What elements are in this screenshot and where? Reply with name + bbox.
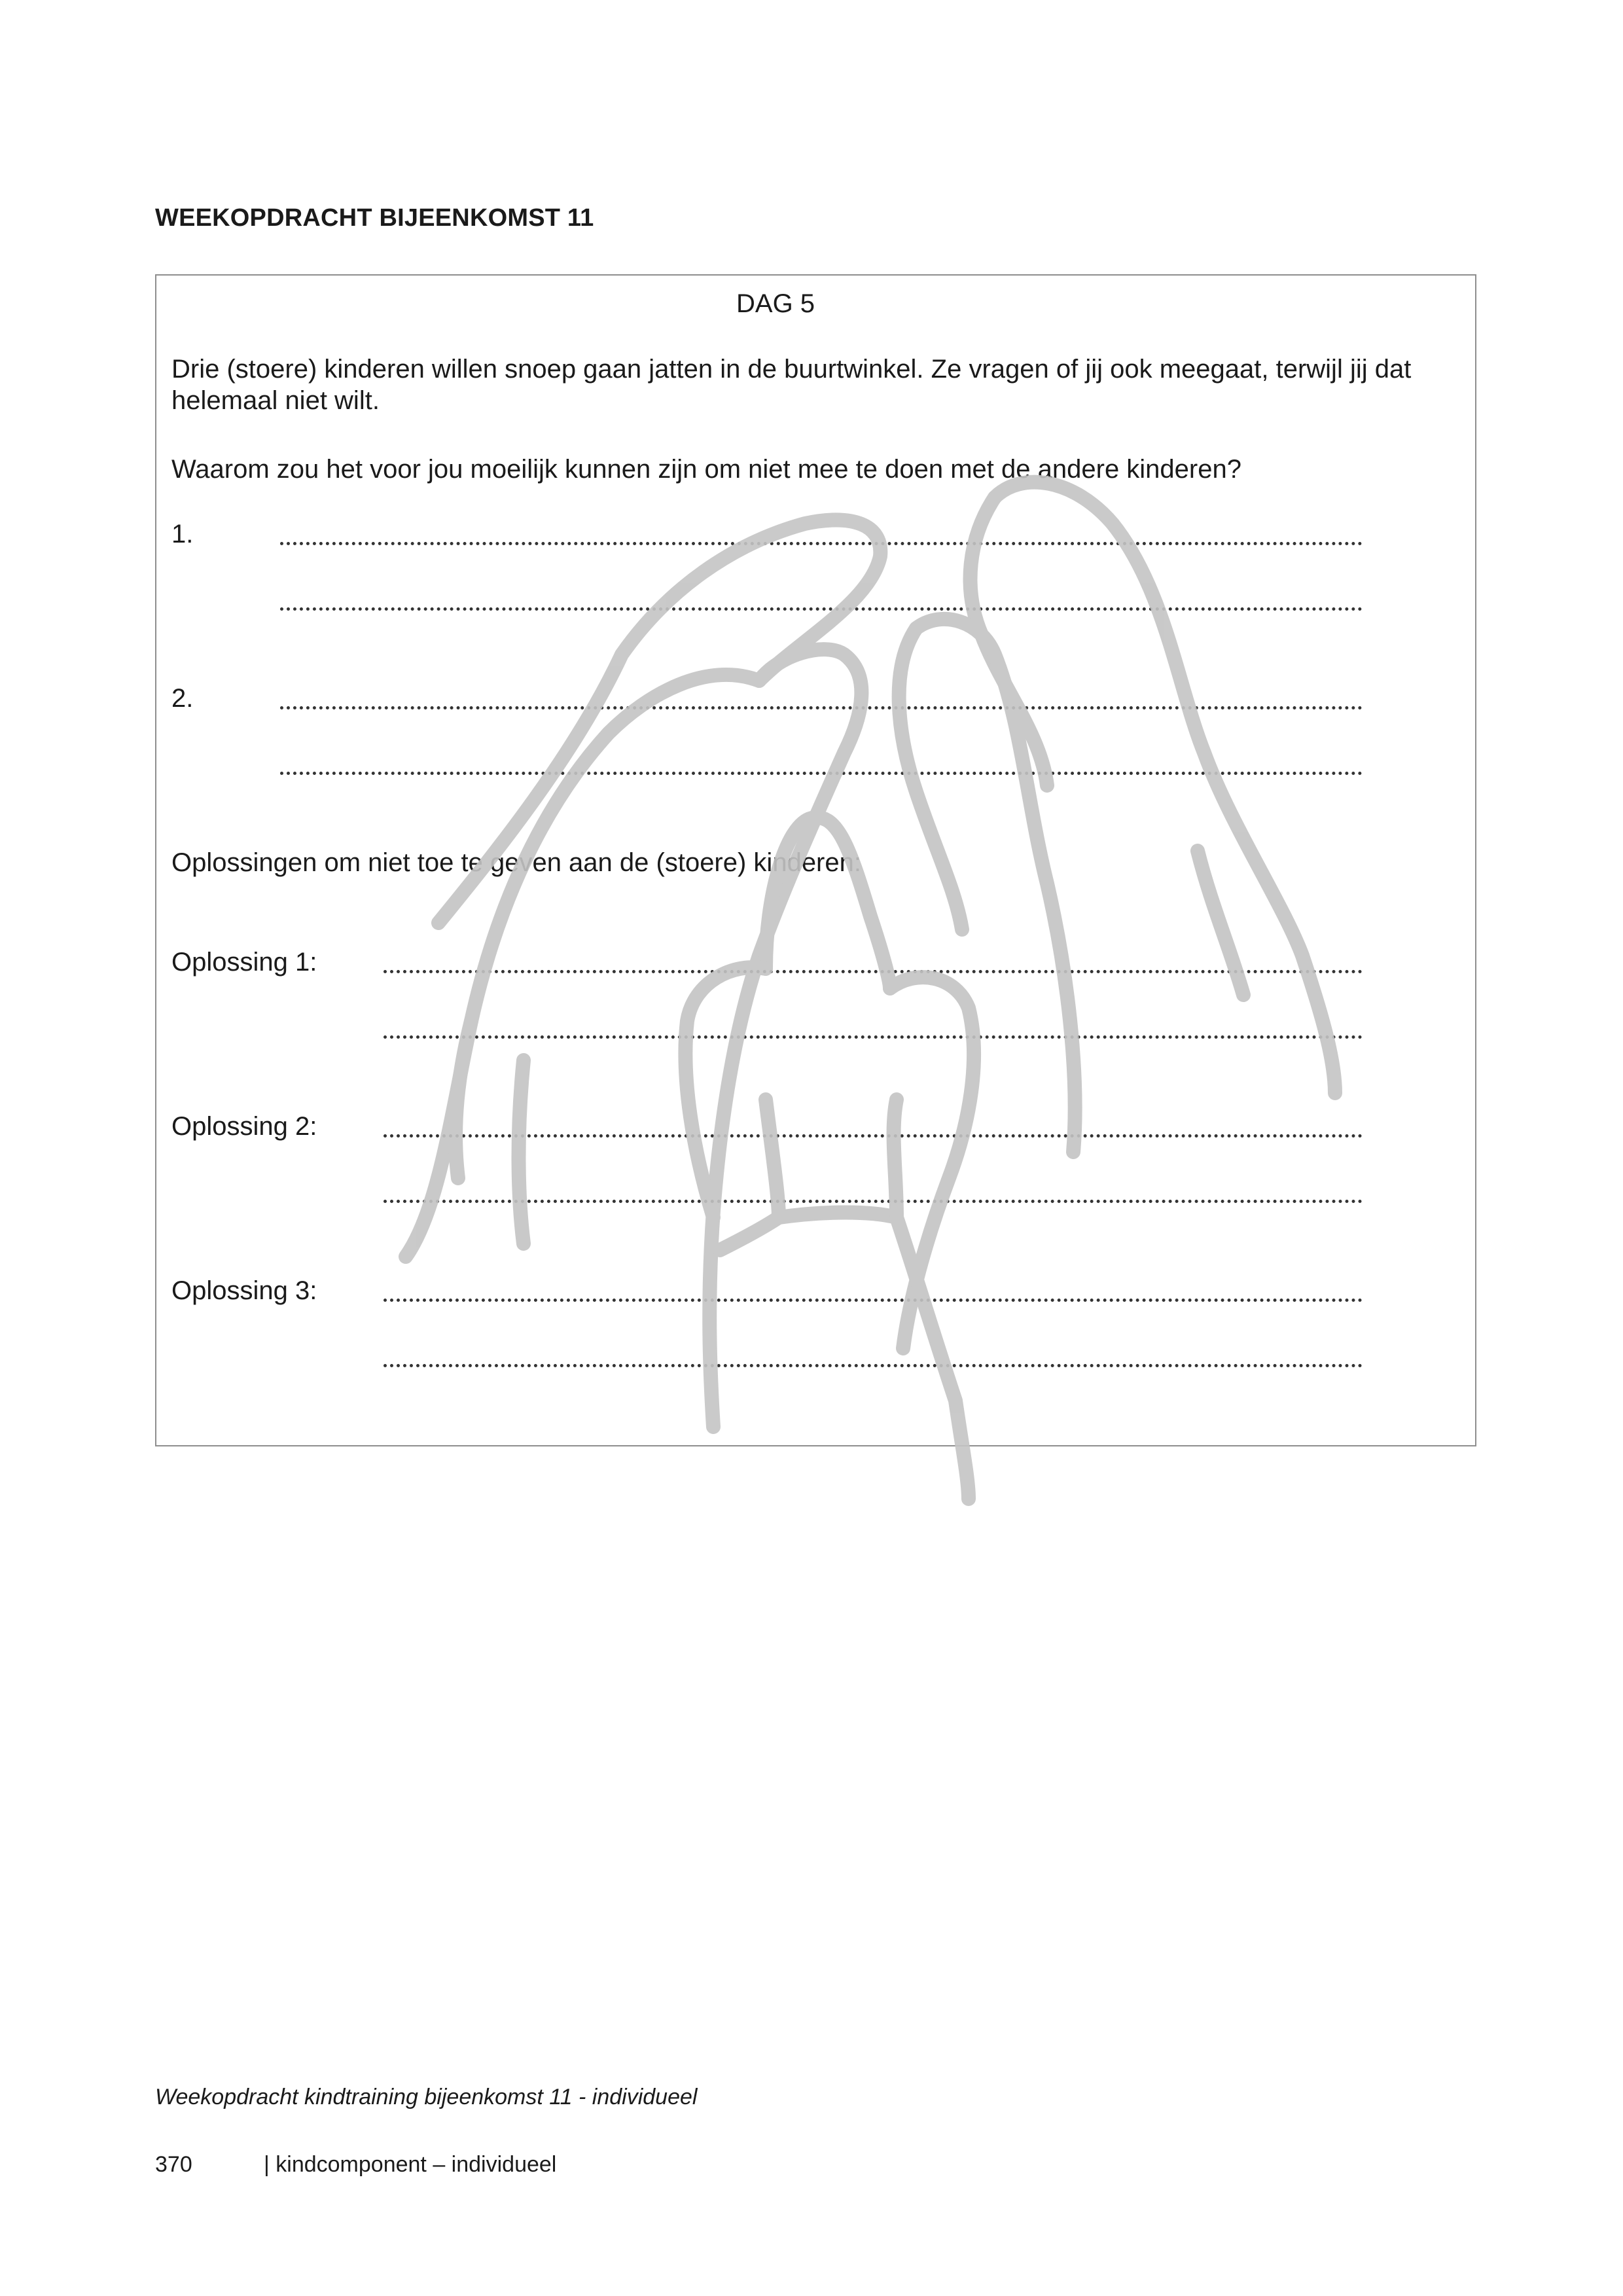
solution-1-line-1[interactable] [383, 970, 1363, 973]
page-title: WEEKOPDRACHT BIJEENKOMST 11 [155, 204, 594, 232]
answer-1-line-1[interactable] [280, 542, 1363, 545]
answer-label: 1. [171, 520, 194, 548]
day-label: DAG 5 [736, 289, 815, 318]
page-number: 370 [155, 2152, 192, 2177]
solutions-intro: Oplossingen om niet toe te geven aan de (stoere) kinderen: [171, 848, 861, 877]
solution-1-line-2[interactable] [383, 1035, 1363, 1039]
solution-3-line-2[interactable] [383, 1364, 1363, 1367]
question-text: Waarom zou het voor jou moeilijk kunnen zijn om niet mee te doen met de andere kinderen? [171, 455, 1241, 484]
solution-label: Oplossing 2: [171, 1112, 317, 1141]
answer-2-line-2[interactable] [280, 772, 1363, 775]
scenario-text: Drie (stoere) kinderen willen snoep gaan jatten in de buurtwinkel. Ze vragen of jij ook meegaat, terwijl jij dat helemaal niet wilt. [171, 355, 1412, 415]
solution-3-line-1[interactable] [383, 1299, 1363, 1302]
answer-label: 2. [171, 684, 194, 713]
section-label: | kindcomponent – individueel [264, 2152, 557, 2177]
answer-1-line-2[interactable] [280, 607, 1363, 611]
solution-2-line-1[interactable] [383, 1134, 1363, 1138]
solution-label: Oplossing 3: [171, 1276, 317, 1305]
footer-note: Weekopdracht kindtraining bijeenkomst 11 - individueel [155, 2085, 698, 2109]
solution-label: Oplossing 1: [171, 948, 317, 977]
answer-2-line-1[interactable] [280, 706, 1363, 709]
solution-2-line-2[interactable] [383, 1200, 1363, 1203]
